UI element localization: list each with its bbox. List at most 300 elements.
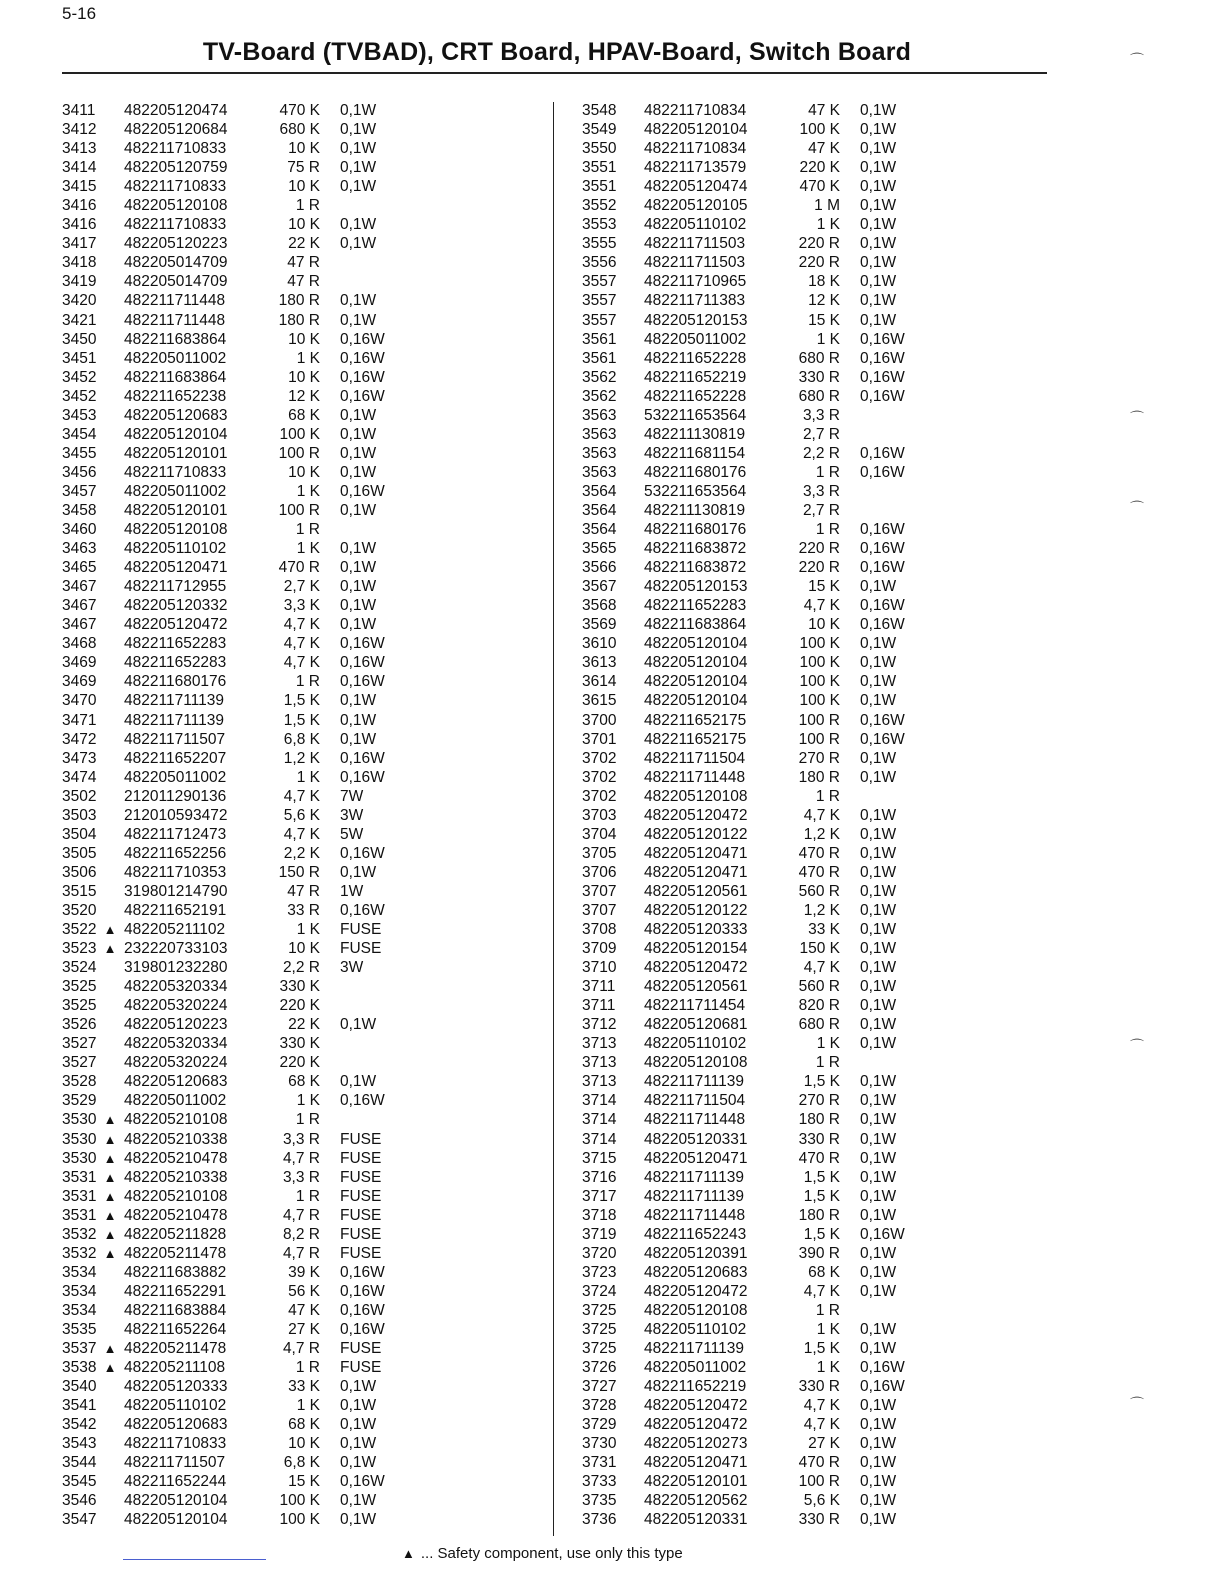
resistance-value: 4,7 K bbox=[283, 787, 320, 805]
position-number: 3534 bbox=[62, 1263, 97, 1281]
part-code: 482211711139 bbox=[644, 1073, 744, 1091]
part-code: 482205120562 bbox=[644, 1492, 748, 1510]
resistance-value: 560 R bbox=[798, 882, 840, 900]
resistance-value: 100 K bbox=[799, 654, 840, 672]
position-number: 3467 bbox=[62, 578, 97, 596]
resistance-value: 330 R bbox=[798, 1378, 840, 1396]
position-number: 3469 bbox=[62, 654, 97, 672]
position-number: 3714 bbox=[582, 1130, 617, 1148]
position-number: 3452 bbox=[62, 368, 97, 386]
position-number: 3563 bbox=[582, 406, 617, 424]
resistance-value: 1 K bbox=[816, 1035, 840, 1053]
part-code: 482211710833 bbox=[124, 178, 227, 196]
position-number: 3532 bbox=[62, 1244, 97, 1262]
part-code: 482205014709 bbox=[124, 254, 228, 272]
power-rating: 0,1W bbox=[860, 940, 897, 958]
resistance-value: 2,2 R bbox=[282, 959, 320, 977]
power-rating: 0,1W bbox=[860, 140, 897, 158]
footer-link-line bbox=[123, 1559, 266, 1560]
position-number: 3544 bbox=[62, 1454, 97, 1472]
resistance-value: 4,7 R bbox=[282, 1340, 320, 1358]
power-rating: 0,1W bbox=[340, 578, 377, 596]
part-code: 482205320334 bbox=[124, 978, 228, 996]
resistance-value: 10 K bbox=[288, 940, 320, 958]
resistance-value: 220 R bbox=[798, 559, 840, 577]
resistance-value: 470 R bbox=[798, 844, 840, 862]
position-number: 3565 bbox=[582, 540, 617, 558]
safety-icon: ▲ bbox=[103, 1226, 117, 1242]
part-code: 482205120472 bbox=[124, 616, 228, 634]
part-code: 482205011002 bbox=[124, 1092, 227, 1110]
power-rating: 0,1W bbox=[860, 1416, 897, 1434]
position-number: 3531 bbox=[62, 1206, 97, 1224]
power-rating: 0,1W bbox=[860, 1473, 897, 1491]
position-number: 3564 bbox=[582, 521, 617, 539]
part-code: 482211652256 bbox=[124, 844, 227, 862]
position-number: 3706 bbox=[582, 863, 617, 881]
part-code: 482205211478 bbox=[124, 1244, 227, 1262]
position-number: 3471 bbox=[62, 711, 97, 729]
power-rating: 0,16W bbox=[860, 521, 905, 539]
part-code: 482211710353 bbox=[124, 863, 227, 881]
safety-icon: ▲ bbox=[103, 1169, 117, 1185]
position-number: 3532 bbox=[62, 1225, 97, 1243]
part-code: 482205120101 bbox=[124, 444, 228, 462]
position-number: 3543 bbox=[62, 1435, 97, 1453]
power-rating: 0,1W bbox=[860, 1244, 897, 1262]
margin-mark: ⌒ bbox=[1130, 500, 1144, 516]
position-number: 3503 bbox=[62, 806, 97, 824]
position-number: 3564 bbox=[582, 482, 617, 500]
power-rating: 0,1W bbox=[340, 1454, 377, 1472]
power-rating: 0,1W bbox=[340, 863, 377, 881]
power-rating: 0,1W bbox=[340, 159, 377, 177]
position-number: 3472 bbox=[62, 730, 97, 748]
safety-footnote bbox=[402, 1545, 683, 1562]
resistance-value: 5,6 K bbox=[803, 1492, 840, 1510]
resistance-value: 1 R bbox=[815, 1054, 840, 1072]
position-number: 3715 bbox=[582, 1149, 617, 1167]
power-rating: 0,1W bbox=[340, 1073, 377, 1091]
part-code: 482211652228 bbox=[644, 387, 747, 405]
part-code: 482205120104 bbox=[644, 121, 748, 139]
resistance-value: 6,8 K bbox=[283, 1454, 320, 1472]
position-number: 3527 bbox=[62, 1035, 97, 1053]
resistance-value: 4,7 K bbox=[283, 616, 320, 634]
position-number: 3557 bbox=[582, 311, 617, 329]
part-code: 482205120471 bbox=[644, 1454, 748, 1472]
power-rating: 0,1W bbox=[340, 463, 377, 481]
resistance-value: 2,7 R bbox=[802, 425, 840, 443]
power-rating: 3W bbox=[340, 806, 364, 824]
power-rating: 0,1W bbox=[860, 292, 897, 310]
power-rating: FUSE bbox=[340, 1130, 382, 1148]
position-number: 3552 bbox=[582, 197, 617, 215]
part-code: 482205120683 bbox=[644, 1263, 748, 1281]
position-number: 3561 bbox=[582, 330, 617, 348]
part-code: 482211652243 bbox=[644, 1225, 747, 1243]
power-rating: 0,1W bbox=[860, 844, 897, 862]
part-code: 482211680176 bbox=[644, 521, 747, 539]
resistance-value: 680 K bbox=[279, 121, 320, 139]
resistance-value: 10 K bbox=[808, 616, 840, 634]
power-rating: 0,16W bbox=[340, 654, 385, 672]
power-rating: 0,1W bbox=[860, 1321, 897, 1338]
part-code: 482205120331 bbox=[644, 1511, 748, 1529]
position-number: 3515 bbox=[62, 882, 97, 900]
part-code: 482211683884 bbox=[124, 1301, 227, 1319]
power-rating: 0,1W bbox=[860, 863, 897, 881]
resistance-value: 10 K bbox=[288, 330, 320, 348]
safety-icon: ▲ bbox=[103, 1245, 117, 1261]
part-code: 482211711448 bbox=[124, 292, 226, 310]
resistance-value: 330 K bbox=[279, 1035, 320, 1053]
resistance-value: 270 R bbox=[798, 749, 840, 767]
position-number: 3460 bbox=[62, 521, 97, 539]
resistance-value: 470 R bbox=[798, 1149, 840, 1167]
part-code: 482211652207 bbox=[124, 749, 227, 767]
position-number: 3724 bbox=[582, 1282, 617, 1300]
part-code: 482205120104 bbox=[644, 654, 748, 672]
position-number: 3469 bbox=[62, 673, 97, 691]
power-rating: 0,1W bbox=[860, 806, 897, 824]
power-rating: FUSE bbox=[340, 1359, 382, 1377]
position-number: 3557 bbox=[582, 292, 617, 310]
power-rating: 0,16W bbox=[340, 768, 385, 786]
part-code: 482205120333 bbox=[644, 921, 748, 939]
column-divider bbox=[553, 102, 554, 1536]
power-rating: 0,16W bbox=[340, 635, 385, 653]
part-code: 482205120108 bbox=[124, 197, 228, 215]
resistance-value: 220 R bbox=[798, 254, 840, 272]
power-rating: 0,1W bbox=[860, 1111, 897, 1129]
position-number: 3708 bbox=[582, 921, 617, 939]
part-code: 482205120681 bbox=[644, 1016, 748, 1034]
position-number: 3529 bbox=[62, 1092, 97, 1110]
part-code: 482205120471 bbox=[644, 863, 748, 881]
position-number: 3502 bbox=[62, 787, 97, 805]
part-code: 482211652291 bbox=[124, 1282, 227, 1300]
part-code: 482211711504 bbox=[644, 1092, 746, 1110]
resistance-value: 47 K bbox=[808, 140, 840, 158]
resistance-value: 1 R bbox=[295, 197, 320, 215]
resistance-value: 4,7 R bbox=[282, 1206, 320, 1224]
part-code: 482211130819 bbox=[644, 501, 746, 519]
resistance-value: 3,3 R bbox=[802, 406, 840, 424]
resistance-value: 68 K bbox=[808, 1263, 840, 1281]
power-rating: 0,1W bbox=[860, 1016, 897, 1034]
resistance-value: 68 K bbox=[288, 1416, 320, 1434]
resistance-value: 4,7 K bbox=[803, 959, 840, 977]
resistance-value: 10 K bbox=[288, 178, 320, 196]
power-rating: 0,16W bbox=[860, 330, 905, 348]
safety-icon: ▲ bbox=[103, 1150, 117, 1166]
resistance-value: 330 R bbox=[798, 1130, 840, 1148]
resistance-value: 4,7 K bbox=[803, 597, 840, 615]
power-rating: 0,1W bbox=[340, 1511, 377, 1529]
resistance-value: 12 K bbox=[808, 292, 840, 310]
resistance-value: 100 K bbox=[799, 635, 840, 653]
position-number: 3523 bbox=[62, 940, 97, 958]
position-number: 3457 bbox=[62, 482, 97, 500]
part-code: 482205120471 bbox=[644, 1149, 748, 1167]
position-number: 3506 bbox=[62, 863, 97, 881]
resistance-value: 4,7 K bbox=[283, 825, 320, 843]
resistance-value: 470 K bbox=[799, 178, 840, 196]
part-code: 482205211108 bbox=[124, 1359, 226, 1377]
resistance-value: 180 R bbox=[798, 1206, 840, 1224]
position-number: 3731 bbox=[582, 1454, 617, 1472]
position-number: 3566 bbox=[582, 559, 617, 577]
position-number: 3505 bbox=[62, 844, 97, 862]
power-rating: 0,16W bbox=[860, 730, 905, 748]
position-number: 3450 bbox=[62, 330, 97, 348]
resistance-value: 22 K bbox=[288, 1016, 320, 1034]
power-rating: 0,1W bbox=[340, 1492, 377, 1510]
position-number: 3713 bbox=[582, 1073, 617, 1091]
position-number: 3465 bbox=[62, 559, 97, 577]
power-rating: 0,16W bbox=[340, 482, 385, 500]
power-rating: 0,16W bbox=[860, 711, 905, 729]
resistance-value: 1,5 K bbox=[803, 1168, 840, 1186]
power-rating: 0,1W bbox=[860, 1263, 897, 1281]
resistance-value: 4,7 K bbox=[803, 1416, 840, 1434]
power-rating: 0,1W bbox=[340, 559, 377, 577]
resistance-value: 180 R bbox=[798, 1111, 840, 1129]
part-code: 482211711448 bbox=[644, 1111, 746, 1129]
position-number: 3531 bbox=[62, 1168, 97, 1186]
power-rating: 0,1W bbox=[860, 1397, 897, 1415]
resistance-value: 1 K bbox=[296, 349, 320, 367]
part-code: 482205120472 bbox=[644, 959, 748, 977]
position-number: 3474 bbox=[62, 768, 97, 786]
power-rating: 0,16W bbox=[340, 368, 385, 386]
power-rating: 0,1W bbox=[340, 311, 377, 329]
part-code: 482211711507 bbox=[124, 730, 226, 748]
power-rating: 0,1W bbox=[340, 235, 377, 253]
part-code: 482211712955 bbox=[124, 578, 227, 596]
resistance-value: 33 K bbox=[808, 921, 840, 939]
safety-icon: ▲ bbox=[103, 922, 117, 938]
part-code: 482211712473 bbox=[124, 825, 227, 843]
position-number: 3561 bbox=[582, 349, 617, 367]
margin-mark: ⌒ bbox=[1130, 52, 1144, 68]
part-code: 482205120683 bbox=[124, 1416, 228, 1434]
title-rule bbox=[62, 72, 1047, 74]
power-rating: 0,1W bbox=[340, 1435, 377, 1453]
position-number: 3707 bbox=[582, 901, 617, 919]
resistance-value: 3,3 R bbox=[282, 1168, 320, 1186]
power-rating: 0,1W bbox=[860, 1282, 897, 1300]
power-rating: 0,1W bbox=[860, 311, 897, 329]
power-rating: 0,1W bbox=[340, 140, 377, 158]
position-number: 3473 bbox=[62, 749, 97, 767]
part-code: 482205120332 bbox=[124, 597, 228, 615]
position-number: 3467 bbox=[62, 616, 97, 634]
part-code: 482205120472 bbox=[644, 1397, 748, 1415]
resistance-value: 1 R bbox=[815, 1301, 840, 1319]
position-number: 3718 bbox=[582, 1206, 617, 1224]
resistance-value: 180 R bbox=[798, 768, 840, 786]
position-number: 3726 bbox=[582, 1359, 617, 1377]
power-rating: FUSE bbox=[340, 1168, 382, 1186]
power-rating: 0,16W bbox=[860, 444, 905, 462]
part-code: 482205110102 bbox=[644, 216, 747, 234]
resistance-value: 56 K bbox=[288, 1282, 320, 1300]
part-code: 482205120223 bbox=[124, 235, 228, 253]
power-rating: 0,1W bbox=[860, 1187, 897, 1205]
part-code: 482205210338 bbox=[124, 1168, 228, 1186]
position-number: 3537 bbox=[62, 1340, 97, 1358]
position-number: 3419 bbox=[62, 273, 97, 291]
position-number: 3413 bbox=[62, 140, 97, 158]
position-number: 3526 bbox=[62, 1016, 97, 1034]
resistance-value: 15 K bbox=[808, 311, 840, 329]
part-code: 482205210478 bbox=[124, 1149, 228, 1167]
resistance-value: 3,3 K bbox=[283, 597, 320, 615]
power-rating: FUSE bbox=[340, 1340, 382, 1358]
power-rating: 0,16W bbox=[340, 901, 385, 919]
resistance-value: 1 M bbox=[814, 197, 840, 215]
part-code: 482205120391 bbox=[644, 1244, 748, 1262]
part-code: 482211711503 bbox=[644, 254, 746, 272]
power-rating: 0,16W bbox=[860, 540, 905, 558]
part-code: 482205011002 bbox=[124, 768, 227, 786]
power-rating: 0,1W bbox=[860, 825, 897, 843]
power-rating: 0,1W bbox=[860, 635, 897, 653]
part-code: 482205211828 bbox=[124, 1225, 227, 1243]
part-code: 482205120104 bbox=[124, 1511, 228, 1529]
part-code: 482205120108 bbox=[644, 787, 748, 805]
part-code: 482211680176 bbox=[124, 673, 227, 691]
safety-icon: ▲ bbox=[103, 1131, 117, 1147]
resistance-value: 1 K bbox=[816, 1321, 840, 1338]
resistance-value: 8,2 R bbox=[282, 1225, 320, 1243]
power-rating: 0,1W bbox=[860, 1492, 897, 1510]
part-code: 482211652219 bbox=[644, 368, 747, 386]
resistance-value: 1 K bbox=[816, 330, 840, 348]
resistance-value: 10 K bbox=[288, 216, 320, 234]
part-code: 482211710833 bbox=[124, 1435, 227, 1453]
part-code: 482205120472 bbox=[644, 806, 748, 824]
part-code: 482211713579 bbox=[644, 159, 747, 177]
resistance-value: 47 K bbox=[288, 1301, 320, 1319]
page-number: 5-16 bbox=[62, 4, 97, 23]
resistance-value: 270 R bbox=[798, 1092, 840, 1110]
part-code: 482211710833 bbox=[124, 140, 227, 158]
part-code: 482211683864 bbox=[644, 616, 747, 634]
position-number: 3421 bbox=[62, 311, 97, 329]
power-rating: 0,1W bbox=[860, 1340, 897, 1358]
position-number: 3710 bbox=[582, 959, 617, 977]
position-number: 3551 bbox=[582, 178, 617, 196]
position-number: 3417 bbox=[62, 235, 97, 253]
power-rating: 0,1W bbox=[340, 501, 377, 519]
position-number: 3563 bbox=[582, 444, 617, 462]
resistance-value: 10 K bbox=[288, 463, 320, 481]
part-code: 482211710834 bbox=[644, 140, 747, 158]
position-number: 3530 bbox=[62, 1149, 97, 1167]
position-number: 3702 bbox=[582, 749, 617, 767]
power-rating: 0,16W bbox=[340, 1282, 385, 1300]
power-rating: 0,16W bbox=[340, 387, 385, 405]
power-rating: 0,16W bbox=[340, 749, 385, 767]
resistance-value: 470 R bbox=[798, 1454, 840, 1472]
position-number: 3712 bbox=[582, 1016, 617, 1034]
part-code: 482205120333 bbox=[124, 1378, 228, 1396]
resistance-value: 1,5 K bbox=[803, 1340, 840, 1358]
part-code: 482205120108 bbox=[644, 1301, 748, 1319]
power-rating: 0,1W bbox=[860, 578, 897, 596]
position-number: 3545 bbox=[62, 1473, 97, 1491]
resistance-value: 1 R bbox=[815, 463, 840, 481]
position-number: 3563 bbox=[582, 463, 617, 481]
position-number: 3555 bbox=[582, 235, 617, 253]
position-number: 3730 bbox=[582, 1435, 617, 1453]
position-number: 3553 bbox=[582, 216, 617, 234]
part-code: 482205011002 bbox=[644, 330, 747, 348]
part-code: 482211683864 bbox=[124, 330, 227, 348]
power-rating: 0,1W bbox=[340, 292, 377, 310]
position-number: 3714 bbox=[582, 1111, 617, 1129]
power-rating: 0,1W bbox=[340, 425, 377, 443]
power-rating: 0,16W bbox=[860, 387, 905, 405]
resistance-value: 1 R bbox=[295, 521, 320, 539]
part-code: 482211711448 bbox=[124, 311, 226, 329]
resistance-value: 100 R bbox=[798, 1473, 840, 1491]
part-code: 482211711507 bbox=[124, 1454, 226, 1472]
position-number: 3550 bbox=[582, 140, 617, 158]
power-rating: 0,16W bbox=[860, 1378, 905, 1396]
safety-footnote-text: ... Safety component, use only this type bbox=[420, 1545, 683, 1562]
power-rating: 0,1W bbox=[860, 178, 897, 196]
resistance-value: 100 K bbox=[799, 121, 840, 139]
power-rating: 0,1W bbox=[340, 616, 377, 634]
part-code: 482205120104 bbox=[124, 425, 228, 443]
position-number: 3520 bbox=[62, 901, 97, 919]
resistance-value: 4,7 R bbox=[282, 1244, 320, 1262]
part-code: 482205120471 bbox=[644, 844, 748, 862]
position-number: 3542 bbox=[62, 1416, 97, 1434]
power-rating: 0,16W bbox=[340, 844, 385, 862]
part-code: 482211652244 bbox=[124, 1473, 227, 1491]
resistance-value: 33 R bbox=[287, 901, 320, 919]
safety-icon: ▲ bbox=[103, 941, 117, 957]
part-code: 482205120122 bbox=[644, 825, 748, 843]
position-number: 3714 bbox=[582, 1092, 617, 1110]
resistance-value: 2,7 K bbox=[283, 578, 320, 596]
part-code: 482205110102 bbox=[644, 1321, 747, 1338]
part-code: 482205120104 bbox=[644, 692, 748, 710]
power-rating: 0,1W bbox=[860, 1168, 897, 1186]
part-code: 482211652264 bbox=[124, 1321, 227, 1338]
resistance-value: 1,5 K bbox=[283, 711, 320, 729]
resistance-value: 100 K bbox=[279, 1492, 320, 1510]
position-number: 3535 bbox=[62, 1321, 97, 1338]
resistance-value: 1,5 K bbox=[283, 692, 320, 710]
power-rating: FUSE bbox=[340, 1244, 382, 1262]
position-number: 3534 bbox=[62, 1301, 97, 1319]
safety-icon: ▲ bbox=[103, 1207, 117, 1223]
power-rating: 0,1W bbox=[860, 1073, 897, 1091]
position-number: 3563 bbox=[582, 425, 617, 443]
part-code: 482211652175 bbox=[644, 711, 747, 729]
resistance-value: 1,2 K bbox=[803, 825, 840, 843]
part-code: 482205120561 bbox=[644, 978, 748, 996]
position-number: 3551 bbox=[582, 159, 617, 177]
power-rating: 0,1W bbox=[860, 978, 897, 996]
resistance-value: 2,2 K bbox=[283, 844, 320, 862]
